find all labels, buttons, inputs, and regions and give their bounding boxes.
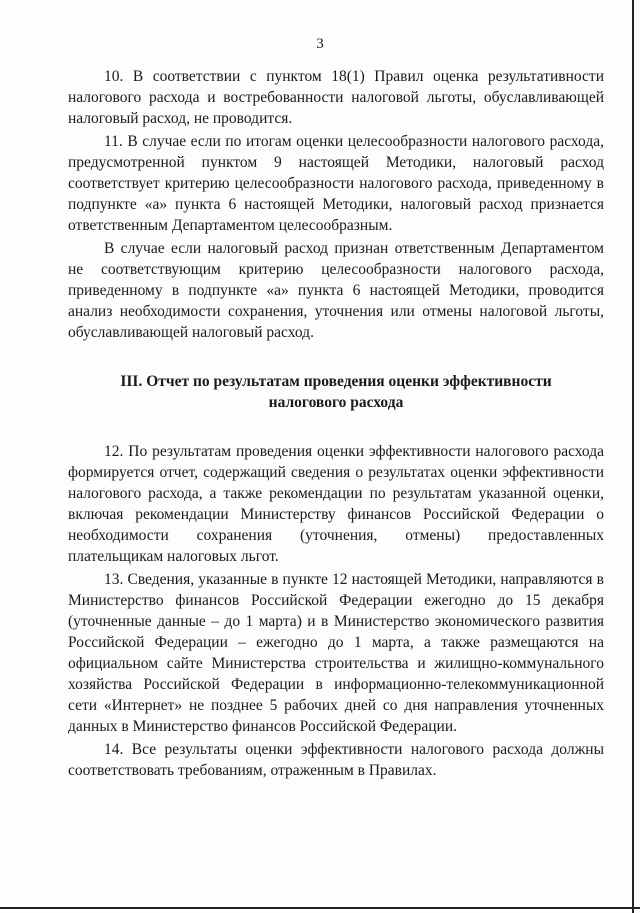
paragraph-11: 11. В случае если по итогам оценки целесообразности налогового расхода, предусмотренной пунктом 9 настоящей Методики, налоговый расход соответствует критерию целесообразности налогового расхода, приведенному в подпункте «а» пункта 6 настоящей Методики, налоговый расход признается ответственным Департаментом целесообразным. bbox=[68, 133, 604, 234]
paragraph-12: 12. По результатам проведения оценки эффективности налогового расхода формируется отчет, содержащий сведения о результатах оценки эффективности налогового расхода, а также рекомендации по результатам указанной оценки, включая рекомендации Министерству финансов Российской Федерации о необходимости сохранения (уточнения, отмены) предоставленных плательщикам налоговых льгот. bbox=[68, 443, 604, 565]
section-heading: III. Отчет по результатам проведения оценки эффективности налогового расхода bbox=[120, 373, 552, 411]
paragraph-14: 14. Все результаты оценки эффективности налогового расхода должны соответствовать требованиям, отраженным в Правилах. bbox=[68, 741, 604, 779]
paragraph-13: 13. Сведения, указанные в пункте 12 настоящей Методики, направляются в Министерство финансов Российской Федерации ежегодно до 15 декабря (уточненные данные – до 1 марта) и в Министерство экономического развития Российской Федерации – ежегодно до 1 марта, а также размещаются на официальном сайте Министерства строительства и жилищно-коммунального хозяйства Российской Федерации в информационно-телекоммуникационной сети «Интернет» не позднее 5 рабочих дней со дня направления уточненных данных в Министерство финансов Российской Федерации. bbox=[68, 571, 604, 735]
document-body bbox=[68, 66, 604, 781]
paragraph-10: 10. В соответствии с пунктом 18(1) Правил оценка результативности налогового расхода и востребованности налоговой льготы, обуславливающей налоговый расход, не проводится. bbox=[68, 68, 604, 127]
paragraph-11-continuation: В случае если налоговый расход признан ответственным Департаментом не соответствующим критерию целесообразности налогового расхода, приведенному в подпункте «а» пункта 6 настоящей Методики, проводится анализ необходимости сохранения, уточнения или отмены налоговой льготы, обуславливающей налоговый расход. bbox=[68, 240, 604, 341]
scan-border-bottom bbox=[0, 907, 640, 909]
scan-border-right bbox=[632, 0, 634, 913]
page-number: 3 bbox=[316, 36, 324, 52]
